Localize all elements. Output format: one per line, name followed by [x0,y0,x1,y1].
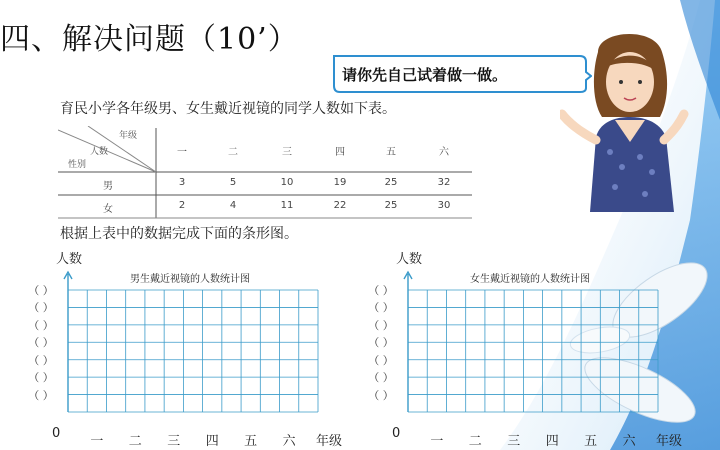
table-cell: 30 [437,200,451,211]
y-tick-placeholder[interactable]: （ ） [368,371,394,385]
origin-zero: 0 [392,426,401,441]
x-category-label: 六 [282,434,296,449]
x-category-label: 四 [545,434,559,449]
x-category-label: 三 [507,434,521,449]
y-tick-placeholder[interactable]: （ ） [28,336,54,350]
table-corner-grade: 年级 [119,131,138,141]
x-category-label: 一 [90,434,104,449]
x-category-label: 一 [430,434,444,449]
table-col-header: 六 [439,147,449,158]
table-cell: 22 [333,200,347,211]
chart-1-grid [60,270,330,435]
origin-zero: 0 [52,426,61,441]
x-category-label: 六 [622,434,636,449]
table-row-label: 女 [103,204,113,215]
x-category-label: 五 [244,434,258,449]
x-axis-unit: 年级 [656,434,683,449]
y-tick-placeholder[interactable]: （ ） [368,284,394,297]
x-axis-unit: 年级 [316,434,343,449]
chart-1-title: 男生戴近视镜的人数统计图 [130,274,250,285]
x-category-label: 五 [584,434,598,449]
teacher-illustration [560,22,700,212]
y-tick-placeholder[interactable]: （ ） [28,371,54,385]
table-cell: 10 [280,177,294,188]
section-title: 四、解决问题（10’） [0,22,299,57]
table-corner-gender: 性别 [68,160,87,170]
x-category-label: 四 [205,434,219,449]
y-tick-placeholder[interactable]: （ ） [368,336,394,350]
y-tick-placeholder[interactable]: （ ） [368,353,394,367]
y-tick-placeholder[interactable]: （ ） [28,388,54,402]
x-category-label: 二 [468,434,482,449]
chart-2-y-label: 人数 [396,252,423,267]
table-col-header: 三 [282,147,292,158]
chart-2-grid [400,270,670,435]
table-cell: 25 [384,200,398,211]
y-tick-placeholder[interactable]: （ ） [368,301,394,315]
y-tick-placeholder[interactable]: （ ） [28,353,54,367]
chart-1-y-label: 人数 [56,252,83,267]
table-col-header: 二 [228,147,238,158]
table-corner-count: 人数 [90,147,109,157]
table-row-label: 男 [103,181,113,192]
speech-bubble-text: 请你先自己试着做一做。 [342,66,508,84]
table-cell: 19 [333,177,347,188]
y-tick-placeholder[interactable]: （ ） [28,301,54,315]
x-category-label: 二 [128,434,142,449]
intro-text: 育民小学各年级男、女生戴近视镜的同学人数如下表。 [60,101,396,117]
table-cell: 11 [280,200,294,211]
x-category-label: 三 [167,434,181,449]
table-cell: 32 [437,177,451,188]
table-col-header: 五 [386,147,396,158]
y-tick-placeholder[interactable]: （ ） [28,318,54,332]
y-tick-placeholder[interactable]: （ ） [368,388,394,402]
table-col-header: 一 [177,147,187,158]
chart-2-title: 女生戴近视镜的人数统计图 [470,274,590,285]
table-cell: 2 [178,200,186,211]
table-cell: 5 [229,177,237,188]
y-tick-placeholder[interactable]: （ ） [368,318,394,332]
table-cell: 4 [229,200,237,211]
table-col-header: 四 [335,147,345,158]
instruction-text: 根据上表中的数据完成下面的条形图。 [60,226,298,242]
table-cell: 3 [178,177,186,188]
table-cell: 25 [384,177,398,188]
y-tick-placeholder[interactable]: （ ） [28,284,54,297]
